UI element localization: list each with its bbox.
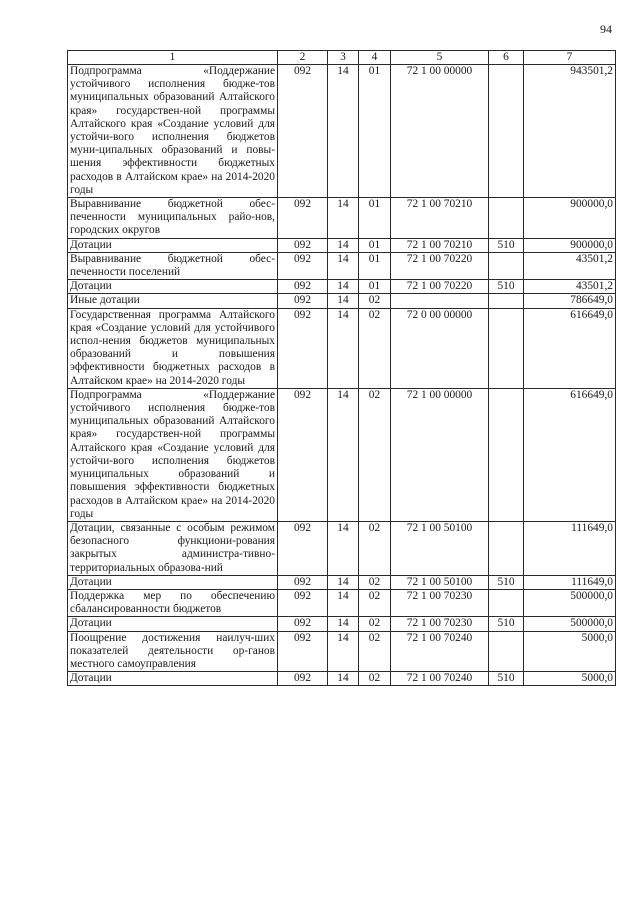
row-section: 14: [328, 575, 359, 589]
row-admin-code: 092: [278, 238, 328, 252]
row-name: Дотации, связанные с особым режимом безопасного функциони-рования закрытых администра-тивно-территориальных образова-ний: [68, 521, 278, 575]
row-section: 14: [328, 238, 359, 252]
row-admin-code: 092: [278, 631, 328, 672]
table-row: [68, 280, 616, 294]
table-row: [68, 521, 616, 575]
budget-table: [67, 50, 616, 686]
column-header-expense-type: 6: [489, 51, 524, 65]
row-admin-code: 092: [278, 308, 328, 388]
row-section: 14: [328, 521, 359, 575]
row-admin-code: 092: [278, 589, 328, 616]
row-expense-type: [489, 521, 524, 575]
row-amount: 5000,0: [524, 672, 616, 686]
column-header-amount: 7: [524, 51, 616, 65]
table-row: [68, 238, 616, 252]
page-number: 94: [600, 22, 612, 36]
row-expense-type: [489, 65, 524, 198]
row-target-article: 72 1 00 00000: [391, 388, 489, 521]
row-name: Дотации: [68, 617, 278, 631]
row-amount: 500000,0: [524, 617, 616, 631]
row-name: Выравнивание бюджетной обес-печенности муниципальных райо-нов, городских округов: [68, 198, 278, 239]
row-admin-code: 092: [278, 672, 328, 686]
row-expense-type: [489, 589, 524, 616]
column-header-target-article: 5: [391, 51, 489, 65]
row-name: Выравнивание бюджетной обес-печенности поселений: [68, 252, 278, 279]
row-name: Поощрение достижения наилуч-ших показателей деятельности ор-ганов местного самоуправления: [68, 631, 278, 672]
row-name: Подпрограмма «Поддержание устойчивого исполнения бюдже-тов муниципальных образований Алтайского края» государствен-ной программы Алтайского края «Создание условий для устойчи-вого исполнения бюджетов муниципальных образований и повышения эффективности бюджетных расходов в Алтайском крае» на 2014-2020 годы: [68, 388, 278, 521]
row-expense-type: 510: [489, 238, 524, 252]
row-section: 14: [328, 280, 359, 294]
row-admin-code: 092: [278, 65, 328, 198]
row-subsection: 02: [359, 388, 391, 521]
table-row: [68, 65, 616, 198]
row-name: Иные дотации: [68, 294, 278, 308]
row-amount: 111649,0: [524, 575, 616, 589]
row-subsection: 02: [359, 617, 391, 631]
row-name: Дотации: [68, 238, 278, 252]
row-admin-code: 092: [278, 294, 328, 308]
row-section: 14: [328, 672, 359, 686]
row-subsection: 02: [359, 294, 391, 308]
row-amount: 616649,0: [524, 308, 616, 388]
row-admin-code: 092: [278, 617, 328, 631]
table-row: [68, 631, 616, 672]
row-target-article: 72 1 00 70210: [391, 198, 489, 239]
row-name: Дотации: [68, 280, 278, 294]
table-row: [68, 575, 616, 589]
row-expense-type: [489, 294, 524, 308]
column-header-subsection: 4: [359, 51, 391, 65]
column-header-section: 3: [328, 51, 359, 65]
row-target-article: 72 1 00 00000: [391, 65, 489, 198]
row-subsection: 01: [359, 252, 391, 279]
row-expense-type: [489, 631, 524, 672]
row-amount: 900000,0: [524, 238, 616, 252]
row-expense-type: 510: [489, 617, 524, 631]
row-amount: 5000,0: [524, 631, 616, 672]
column-header-admin: 2: [278, 51, 328, 65]
row-name: Дотации: [68, 672, 278, 686]
row-subsection: 01: [359, 65, 391, 198]
row-admin-code: 092: [278, 280, 328, 294]
row-target-article: 72 1 00 70220: [391, 280, 489, 294]
row-admin-code: 092: [278, 252, 328, 279]
row-target-article: 72 1 00 70240: [391, 631, 489, 672]
table-body: [68, 65, 616, 686]
row-amount: 900000,0: [524, 198, 616, 239]
table-row: [68, 294, 616, 308]
row-subsection: 01: [359, 280, 391, 294]
row-admin-code: 092: [278, 575, 328, 589]
row-target-article: 72 0 00 00000: [391, 308, 489, 388]
row-subsection: 02: [359, 308, 391, 388]
table-row: [68, 308, 616, 388]
row-expense-type: 510: [489, 575, 524, 589]
row-subsection: 02: [359, 575, 391, 589]
row-subsection: 02: [359, 521, 391, 575]
row-amount: 43501,2: [524, 280, 616, 294]
row-amount: 500000,0: [524, 589, 616, 616]
row-admin-code: 092: [278, 198, 328, 239]
row-section: 14: [328, 294, 359, 308]
table-row: [68, 617, 616, 631]
row-expense-type: [489, 308, 524, 388]
row-amount: 786649,0: [524, 294, 616, 308]
table-row: [68, 198, 616, 239]
column-header-name: 1: [68, 51, 278, 65]
row-amount: 43501,2: [524, 252, 616, 279]
row-section: 14: [328, 308, 359, 388]
row-subsection: 01: [359, 198, 391, 239]
row-expense-type: 510: [489, 280, 524, 294]
row-target-article: 72 1 00 70230: [391, 589, 489, 616]
row-name: Государственная программа Алтайского края «Создание условий для устойчивого испол-нения бюджетов муниципальных образований и повышения эффективности бюджетных расходов в Алтайском крае» на 2014-2020 годы: [68, 308, 278, 388]
row-target-article: 72 1 00 50100: [391, 521, 489, 575]
row-admin-code: 092: [278, 521, 328, 575]
row-target-article: 72 1 00 70240: [391, 672, 489, 686]
row-expense-type: 510: [489, 672, 524, 686]
row-target-article: 72 1 00 70220: [391, 252, 489, 279]
table-row: [68, 252, 616, 279]
row-target-article: 72 1 00 70210: [391, 238, 489, 252]
row-amount: 943501,2: [524, 65, 616, 198]
row-name: Подпрограмма «Поддержание устойчивого исполнения бюдже-тов муниципальных образований Алтайского края» государствен-ной программы Алтайского края «Создание условий для устойчи-вого исполнения бюджетов муни-ципальных образований и повы-шения эффективности бюджетных расходов в Алтайском крае» на 2014-2020 годы: [68, 65, 278, 198]
row-section: 14: [328, 198, 359, 239]
header-row: [68, 51, 616, 65]
table-row: [68, 672, 616, 686]
row-section: 14: [328, 65, 359, 198]
row-name: Дотации: [68, 575, 278, 589]
row-section: 14: [328, 589, 359, 616]
row-target-article: [391, 294, 489, 308]
row-target-article: 72 1 00 50100: [391, 575, 489, 589]
row-admin-code: 092: [278, 388, 328, 521]
row-target-article: 72 1 00 70230: [391, 617, 489, 631]
row-amount: 616649,0: [524, 388, 616, 521]
row-amount: 111649,0: [524, 521, 616, 575]
table-row: [68, 388, 616, 521]
row-section: 14: [328, 617, 359, 631]
row-subsection: 02: [359, 631, 391, 672]
row-expense-type: [489, 198, 524, 239]
row-section: 14: [328, 252, 359, 279]
row-section: 14: [328, 388, 359, 521]
row-expense-type: [489, 252, 524, 279]
row-section: 14: [328, 631, 359, 672]
row-subsection: 01: [359, 238, 391, 252]
row-expense-type: [489, 388, 524, 521]
table-row: [68, 589, 616, 616]
row-subsection: 02: [359, 672, 391, 686]
row-subsection: 02: [359, 589, 391, 616]
row-name: Поддержка мер по обеспечению сбалансированности бюджетов: [68, 589, 278, 616]
